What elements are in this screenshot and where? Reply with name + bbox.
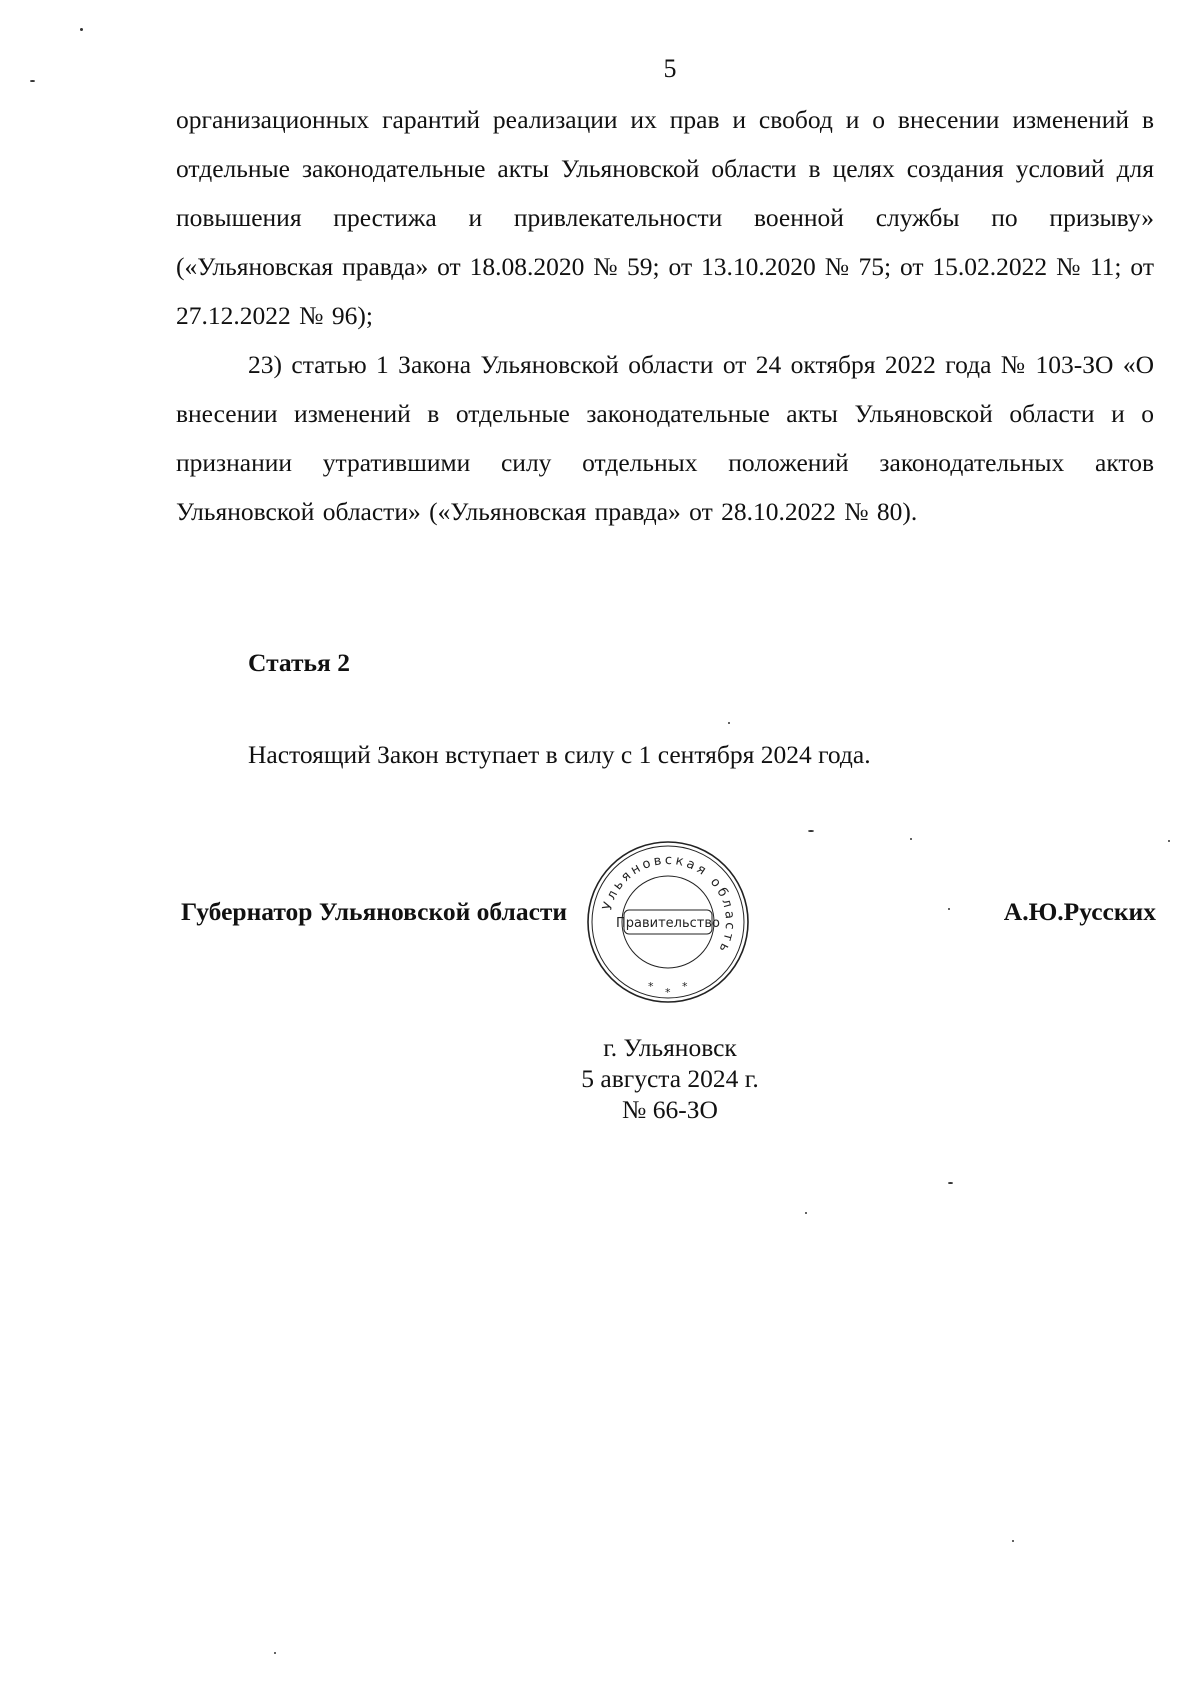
law-number: № 66-ЗО <box>622 1095 718 1124</box>
scan-speck <box>910 838 912 840</box>
governor-name: А.Ю.Русских <box>1003 897 1156 926</box>
paragraph-continuation: организационных гарантий реализации их прав и свобод и о внесении изменений в отдельные законодательные акты Ульяновской области в целях создания условий для повышения престижа и привлекательности военной службы по призыву» («Ульяновская правда» от 18.08.2020 № 59; от 13.10.2020 № 75; от 15.02.2022 № 11; от 27.12.2022 № 96); <box>176 105 1154 330</box>
scan-speck <box>274 1652 276 1654</box>
place-date-number-block <box>520 1032 820 1125</box>
scan-speck <box>948 908 950 910</box>
seal-star-icon: * <box>665 986 671 999</box>
scan-speck <box>805 1212 807 1214</box>
paragraph-item-23: 23) статью 1 Закона Ульяновской области от 24 октября 2022 года № 103-ЗО «О внесении изменений в отдельные законодательные акты Ульяновской области и о признании утратившими силу отдельных положений законодательных актов Ульяновской области» («Ульяновская правда» от 28.10.2022 № 80). <box>176 350 1154 526</box>
official-seal-stamp <box>584 838 752 1006</box>
place-of-signing: г. Ульяновск <box>603 1033 737 1062</box>
seal-ring-text <box>600 853 737 957</box>
law-text-body <box>176 95 1154 536</box>
article-heading: Статья 2 <box>248 648 350 677</box>
scan-speck <box>1168 840 1170 842</box>
page-number: 5 <box>663 54 677 83</box>
scan-speck <box>80 28 83 31</box>
seal-center-text: Правительство <box>616 916 720 931</box>
scan-speck <box>948 1182 953 1184</box>
scan-speck <box>808 830 814 832</box>
article-text: Настоящий Закон вступает в силу с 1 сентября 2024 года. <box>248 740 871 769</box>
signing-date: 5 августа 2024 г. <box>581 1064 759 1093</box>
governor-title: Губернатор Ульяновской области <box>181 897 568 926</box>
seal-ring-text-path: Ульяновская область <box>600 852 738 957</box>
seal-star-icon: * <box>682 980 688 993</box>
scan-speck <box>30 80 35 82</box>
seal-star-icon: * <box>648 980 654 993</box>
scan-speck <box>728 722 730 724</box>
scan-speck <box>1012 1540 1014 1542</box>
